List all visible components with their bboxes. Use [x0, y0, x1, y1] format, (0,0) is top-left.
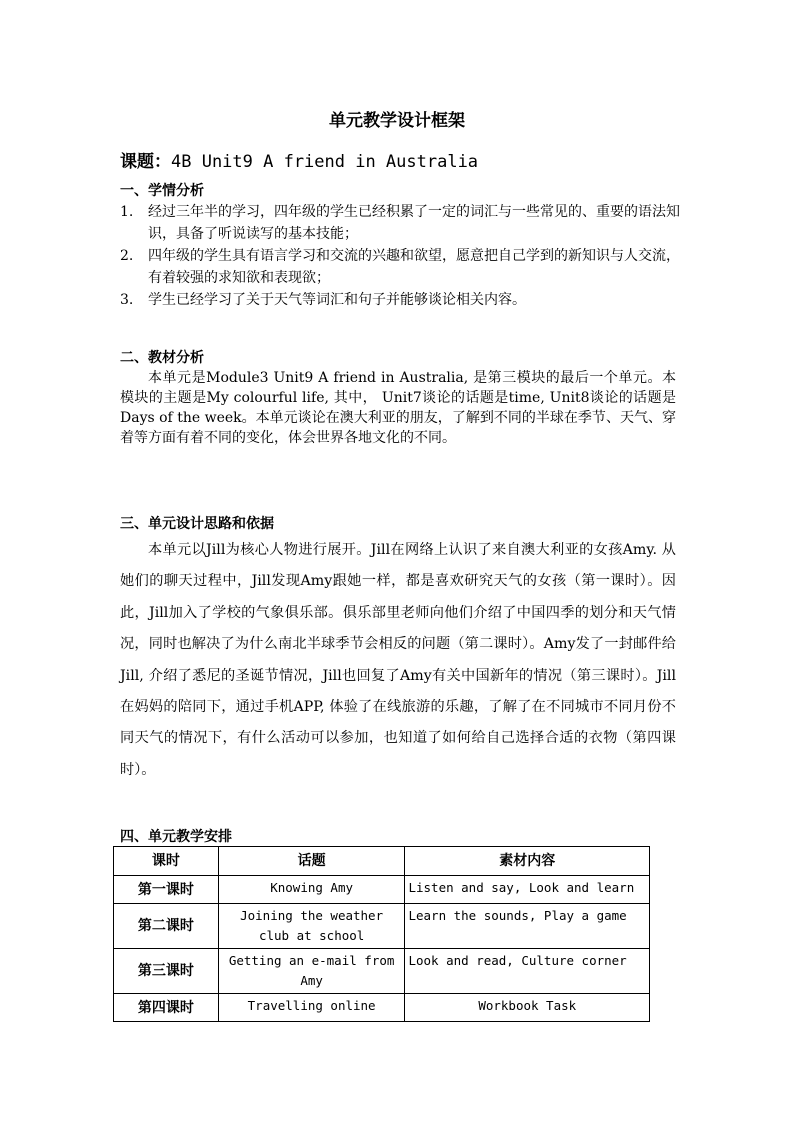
section-heading-material-analysis: 二、教材分析 — [120, 350, 204, 366]
list-text: 学生已经学习了关于天气等词汇和句子并能够谈论相关内容。 — [148, 292, 526, 308]
lesson-cell: 第一课时 — [114, 876, 219, 904]
table-header-row — [114, 847, 650, 876]
list-item — [120, 289, 680, 311]
learner-analysis-list — [120, 201, 680, 311]
table-row — [114, 994, 650, 1022]
section-heading-learner-analysis: 一、学情分析 — [120, 183, 204, 199]
material-analysis-paragraph: 本单元是Module3 Unit9 A friend in Australia, 是第三模块的最后一个单元。本模块的主题是My colourful life, 其中， Unit7谈论的话题是time, Unit8谈论的话题是Days of the week。本单元谈论在澳大利亚的朋友，了解到不同的半球在季节、天气、穿着等方面有着不同的变化，体会世界各地文化的不同。 — [120, 370, 676, 446]
list-number: 3. — [120, 292, 134, 308]
course-title — [120, 147, 478, 172]
list-number: 2. — [120, 248, 134, 264]
lesson-cell: 第三课时 — [114, 949, 219, 994]
list-text: 经过三年半的学习，四年级的学生已经积累了一定的词汇与一些常见的、重要的语法知识，具备了听说读写的基本技能； — [148, 204, 680, 242]
design-rationale-paragraph: 本单元以Jill为核心人物进行展开。Jill在网络上认识了来自澳大利亚的女孩Amy. 从她们的聊天过程中，Jill发现Amy跟她一样，都是喜欢研究天气的女孩（第一课时）。因此，Jill加入了学校的气象俱乐部。俱乐部里老师向他们介绍了中国四季的划分和天气情况，同时也解决了为什么南北半球季节会相反的问题（第二课时）。Amy发了一封邮件给Jill, 介绍了悉尼的圣诞节情况，Jill也回复了Amy有关中国新年的情况（第三课时）。Jill在妈妈的陪同下，通过手机APP, 体验了在线旅游的乐趣，了解了在不同城市不同月份不同天气的情况下，有什么活动可以参加，也知道了如何给自己选择合适的衣物（第四课时）。 — [120, 542, 676, 778]
topic-cell: Joining the weather club at school — [218, 904, 405, 949]
list-number: 1. — [120, 204, 134, 220]
table-row — [114, 949, 650, 994]
column-header-topic: 话题 — [218, 847, 405, 876]
material-cell: Workbook Task — [405, 994, 650, 1022]
column-header-lesson: 课时 — [114, 847, 219, 876]
lesson-cell: 第二课时 — [114, 904, 219, 949]
material-cell: Look and read, Culture corner — [405, 949, 650, 994]
course-name: 4B Unit9 A friend in Australia — [171, 152, 479, 172]
topic-cell: Getting an e-mail from Amy — [218, 949, 405, 994]
topic-cell: Travelling online — [218, 994, 405, 1022]
list-text: 四年级的学生具有语言学习和交流的兴趣和欲望，愿意把自己学到的新知识与人交流，有着较强的求知欲和表现欲； — [148, 248, 680, 286]
material-cell: Learn the sounds, Play a game — [405, 904, 650, 949]
topic-cell: Knowing Amy — [218, 876, 405, 904]
material-cell: Listen and say, Look and learn — [405, 876, 650, 904]
page-title: 单元教学设计框架 — [329, 111, 465, 131]
section-heading-design-rationale: 三、单元设计思路和依据 — [120, 516, 274, 532]
column-header-material: 素材内容 — [405, 847, 650, 876]
table-row — [114, 904, 650, 949]
lesson-cell: 第四课时 — [114, 994, 219, 1022]
teaching-plan-table — [113, 846, 650, 1022]
list-item — [120, 245, 680, 289]
section-heading-teaching-plan: 四、单元教学安排 — [120, 829, 232, 845]
table-row — [114, 876, 650, 904]
list-item — [120, 201, 680, 245]
course-label: 课题： — [120, 152, 171, 172]
